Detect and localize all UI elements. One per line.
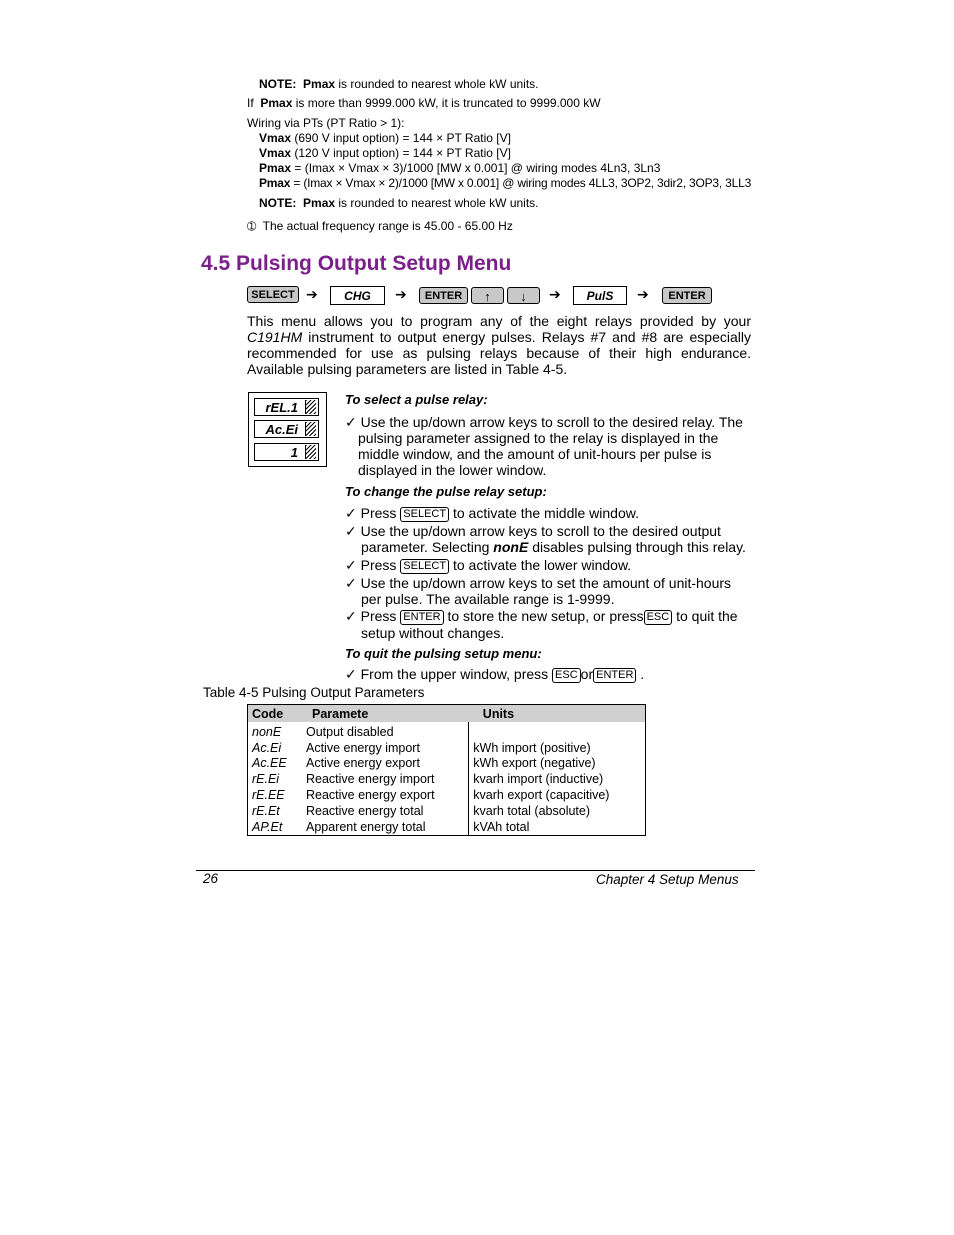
arrow-icon: ➔ (306, 286, 318, 302)
step-text: ✓ Press (345, 557, 397, 573)
note-label: NOTE: (259, 77, 297, 91)
code-cell: rE.Et (252, 803, 280, 818)
step-select-relay (345, 414, 743, 478)
down-arrow-icon[interactable]: ↓ (507, 287, 540, 304)
intro-text: instrument to output energy pulses. Relays #7 and #8 are especially (302, 329, 751, 345)
step-store-setup (345, 608, 738, 641)
lcd-middle-value: Ac.Ei (265, 422, 298, 437)
footnote-text: The actual frequency range is 45.00 - 65.00 Hz (262, 219, 513, 233)
step-text: ✓ Press (345, 505, 397, 521)
parameter-cell: Reactive energy total (306, 803, 424, 818)
pmax-3-formula (259, 161, 660, 175)
formula-term: Pmax (259, 176, 291, 190)
table-caption: Table 4-5 Pulsing Output Parameters (203, 685, 425, 700)
parameter-cell: Output disabled (306, 724, 394, 739)
formula-term: Vmax (259, 146, 292, 160)
lcd-lower-value: 1 (290, 445, 298, 460)
select-key-inline: SELECT (400, 559, 449, 574)
step-text: to activate the middle window. (452, 505, 639, 521)
table-row (248, 803, 646, 819)
lcd-lower-window (254, 443, 319, 461)
intro-paragraph (247, 313, 751, 377)
intro-line: This menu allows you to program any of the eight relays provided by your (247, 313, 751, 329)
step-line: ✓ Use the up/down arrow keys to scroll to the desired output (345, 523, 721, 539)
heading-change-setup: To change the pulse relay setup: (345, 484, 547, 499)
column-header-units: Units (469, 705, 646, 723)
step-text: parameter. Selecting (361, 539, 490, 555)
intro-line (247, 329, 751, 345)
step-line: middle window, and the amount of unit-hours per pulse is (358, 446, 712, 462)
note-term: Pmax (303, 196, 336, 210)
note-label: NOTE: (259, 196, 297, 210)
code-cell: Ac.Ei (252, 740, 282, 755)
select-key-inline: SELECT (400, 507, 449, 522)
footnote-mark: ➀ (247, 221, 257, 233)
step-text: ✓ Press (345, 608, 397, 624)
footer-rule (196, 870, 755, 871)
footnote-frequency (247, 219, 513, 233)
code-none: nonE (493, 539, 529, 555)
column-header-parameter: Paramete (302, 705, 469, 723)
step-line: pulsing parameter assigned to the relay is displayed in the (358, 430, 719, 446)
pulsing-parameters-table (247, 704, 646, 836)
arrow-icon: ➔ (549, 286, 561, 302)
parameter-cell: Apparent energy total (306, 819, 426, 834)
step-set-amount (345, 575, 731, 607)
formula-term: Pmax (259, 161, 292, 175)
esc-key-inline: ESC (552, 668, 581, 683)
step-text: to activate the lower window. (452, 557, 632, 573)
parameter-cell: Reactive energy import (306, 772, 435, 787)
esc-key-inline: ESC (644, 610, 673, 625)
model-name: C191HM (247, 329, 303, 345)
intro-line: Available pulsing parameters are listed in Table 4-5. (247, 361, 568, 377)
intro-line: recommended for use as pulsing relays because of their high endurance. (247, 345, 751, 361)
step-line: per pulse. The available range is 1-9999. (361, 591, 615, 607)
scroll-arrows-icon (305, 445, 316, 459)
heading-quit-menu: To quit the pulsing setup menu: (345, 646, 542, 661)
units-cell: kWh export (negative) (469, 756, 646, 772)
table-header-row (248, 705, 646, 723)
page-number: 26 (203, 871, 219, 886)
code-cell: AP.Et (252, 819, 283, 834)
note-text: is rounded to nearest whole kW units. (338, 77, 539, 91)
units-cell: kVAh total (469, 819, 646, 835)
step-text: to store the new setup, or press (447, 608, 644, 624)
code-cell: Ac.EE (252, 756, 287, 771)
step-line: setup without changes. (361, 625, 505, 641)
table-row (248, 722, 646, 740)
units-cell: kvarh total (absolute) (469, 803, 646, 819)
enter-key-inline: ENTER (400, 610, 443, 625)
table-row (248, 787, 646, 803)
formula-text: (690 V input option) = 144 × PT Ratio [V] (294, 131, 511, 145)
table-row (248, 771, 646, 787)
lcd-upper-window (254, 398, 319, 416)
step-line (345, 539, 746, 555)
step-line (345, 608, 738, 625)
formula-term: Vmax (259, 131, 292, 145)
scroll-arrows-icon (305, 422, 316, 436)
note-if: If (247, 96, 254, 110)
note-text: is rounded to nearest whole kW units. (338, 196, 539, 210)
code-cell: rE.Ei (252, 772, 280, 787)
enter-key-inline: ENTER (593, 668, 636, 683)
section-title: 4.5 Pulsing Output Setup Menu (201, 252, 512, 275)
chapter-title: Chapter 4 Setup Menus (596, 872, 739, 887)
lcd-middle-window (254, 420, 319, 438)
parameter-cell: Reactive energy export (306, 788, 435, 803)
formula-text: = (Imax × Vmax × 3)/1000 [MW x 0.001] @ wiring modes 4Ln3, 3Ln3 (294, 161, 661, 175)
code-cell: rE.EE (252, 788, 285, 803)
step-text: ✓ From the upper window, press (345, 666, 549, 682)
puls-box: PulS (573, 286, 627, 305)
step-line: ✓ Use the up/down arrow keys to scroll to the desired relay. The (345, 414, 743, 430)
step-scroll-parameter (345, 523, 746, 555)
units-cell: kvarh import (inductive) (469, 771, 646, 787)
step-press-select-lower (345, 557, 631, 574)
units-cell: kvarh export (capacitive) (469, 787, 646, 803)
step-line: ✓ Use the up/down arrow keys to set the amount of unit-hours (345, 575, 732, 591)
lcd-display (248, 392, 327, 467)
code-cell: nonE (252, 724, 282, 739)
enter-key[interactable]: ENTER (419, 287, 468, 304)
step-text: disables pulsing through this relay. (532, 539, 746, 555)
scroll-arrows-icon (305, 400, 316, 414)
step-text: to quit the (676, 608, 738, 624)
formula-text: = (Imax × Vmax × 2)/1000 [MW x 0.001] @ wiring modes 4LL3, 3OP2, 3dir2, 3OP3, 3LL3 (293, 176, 752, 190)
vmax-120-formula (259, 146, 511, 160)
heading-select-relay: To select a pulse relay: (345, 392, 488, 407)
parameter-cell: Active energy import (306, 740, 420, 755)
vmax-690-formula (259, 131, 511, 145)
units-cell: kWh import (positive) (469, 740, 646, 756)
pmax-2-formula (259, 176, 751, 190)
step-quit (345, 666, 644, 683)
select-key[interactable]: SELECT (247, 286, 299, 303)
formula-text: (120 V input option) = 144 × PT Ratio [V] (294, 146, 511, 160)
note-term: Pmax (260, 96, 293, 110)
units-cell (469, 722, 646, 740)
table-row (248, 756, 646, 772)
chg-box: CHG (330, 286, 385, 305)
note-pmax-rounded-2 (259, 196, 539, 210)
arrow-icon: ➔ (637, 286, 649, 302)
note-pmax-truncated (247, 96, 601, 110)
table-row (248, 819, 646, 835)
step-text: or (580, 666, 594, 682)
note-text: is more than 9999.000 kW, it is truncated to 9999.000 kW (295, 96, 601, 110)
note-pmax-rounded (259, 77, 539, 91)
column-header-code: Code (248, 705, 303, 723)
wiring-heading: Wiring via PTs (PT Ratio > 1): (247, 116, 405, 130)
table-row (248, 740, 646, 756)
lcd-upper-value: rEL.1 (265, 400, 298, 415)
enter-key-2[interactable]: ENTER (662, 287, 712, 304)
up-arrow-icon[interactable]: ↑ (471, 287, 504, 304)
arrow-icon: ➔ (395, 286, 407, 302)
note-term: Pmax (303, 77, 336, 91)
step-press-select-middle (345, 505, 639, 522)
step-text: . (640, 666, 645, 682)
parameter-cell: Active energy export (306, 756, 420, 771)
step-line: displayed in the lower window. (358, 462, 547, 478)
